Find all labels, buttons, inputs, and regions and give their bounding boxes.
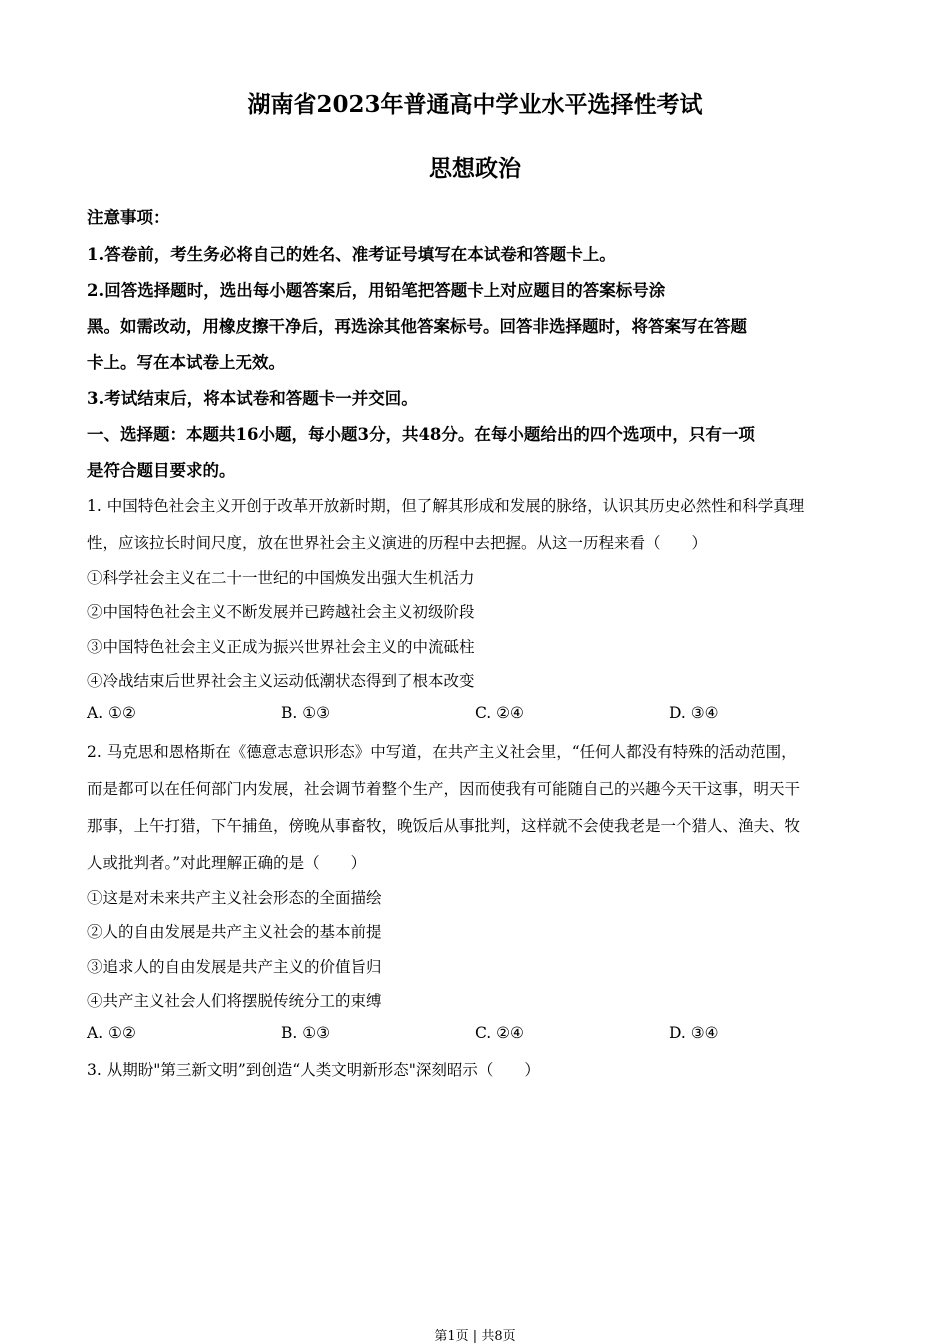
page-footer: 第1页 | 共8页 — [434, 1329, 516, 1344]
notice-item-1: 1.答卷前，考生务必将自己的姓名、准考证号填写在本试卷和答题卡上。 — [87, 245, 616, 264]
statement: ③追求人的自由发展是共产主义的价值旨归 — [87, 958, 382, 976]
question-stem-line: 性，应该拉长时间尺度，放在世界社会主义演进的历程中去把握。从这一历程来看（ ） — [87, 534, 708, 552]
question-stem-line: 人或批判者。”对此理解正确的是（ ） — [87, 854, 367, 872]
section-heading-line-1: 一、选择题：本题共16小题，每小题3分，共48分。在每小题给出的四个选项中，只有一项 — [87, 425, 755, 444]
statement: ②人的自由发展是共产主义社会的基本前提 — [87, 923, 382, 941]
notice-item-2-line-3: 卡上。写在本试卷上无效。 — [87, 353, 285, 372]
notice-item-2-line-1: 2.回答选择题时，选出每小题答案后，用铅笔把答题卡上对应题目的答案标号涂 — [87, 281, 666, 300]
statement: ③中国特色社会主义正成为振兴世界社会主义的中流砥柱 — [87, 638, 475, 656]
statement: ④冷战结束后世界社会主义运动低潮状态得到了根本改变 — [87, 672, 475, 690]
notice-item-3: 3.考试结束后，将本试卷和答题卡一并交回。 — [87, 389, 418, 408]
statement: ①科学社会主义在二十一世纪的中国焕发出强大生机活力 — [87, 569, 475, 587]
statement: ②中国特色社会主义不断发展并已跨越社会主义初级阶段 — [87, 603, 475, 621]
option-a: A. ①② — [87, 704, 136, 722]
option-c: C. ②④ — [475, 1024, 524, 1042]
question-stem-line: 2. 马克思和恩格斯在《德意志意识形态》中写道，在共产主义社会里，“任何人都没有特殊的活动范围， — [87, 743, 797, 761]
notice-heading: 注意事项： — [87, 208, 170, 227]
option-a: A. ①② — [87, 1024, 136, 1042]
question-stem-line: 3. 从期盼"第三新文明”到创造“人类文明新形态"深刻昭示（ ） — [87, 1061, 540, 1079]
exam-title: 湖南省2023年普通高中学业水平选择性考试 — [247, 91, 703, 118]
question-stem-line: 1. 中国特色社会主义开创于改革开放新时期，但了解其形成和发展的脉络，认识其历史必然性和科学真理 — [87, 497, 805, 515]
statement: ④共产主义社会人们将摆脱传统分工的束缚 — [87, 992, 382, 1010]
option-c: C. ②④ — [475, 704, 524, 722]
option-d: D. ③④ — [669, 704, 719, 722]
question-stem-line: 那事，上午打猎，下午捕鱼，傍晚从事畜牧，晚饭后从事批判，这样就不会使我老是一个猎人、渔夫、牧 — [87, 817, 801, 835]
option-b: B. ①③ — [281, 1024, 331, 1042]
statement: ①这是对未来共产主义社会形态的全面描绘 — [87, 889, 382, 907]
option-d: D. ③④ — [669, 1024, 719, 1042]
notice-item-2-line-2: 黑。如需改动，用橡皮擦干净后，再选涂其他答案标号。回答非选择题时，将答案写在答题 — [87, 317, 747, 336]
question-stem-line: 而是都可以在任何部门内发展，社会调节着整个生产，因而使我有可能随自己的兴趣今天干这事，明天干 — [87, 780, 801, 798]
section-heading-line-2: 是符合题目要求的。 — [87, 461, 236, 480]
subject-title: 思想政治 — [429, 155, 521, 182]
option-b: B. ①③ — [281, 704, 331, 722]
